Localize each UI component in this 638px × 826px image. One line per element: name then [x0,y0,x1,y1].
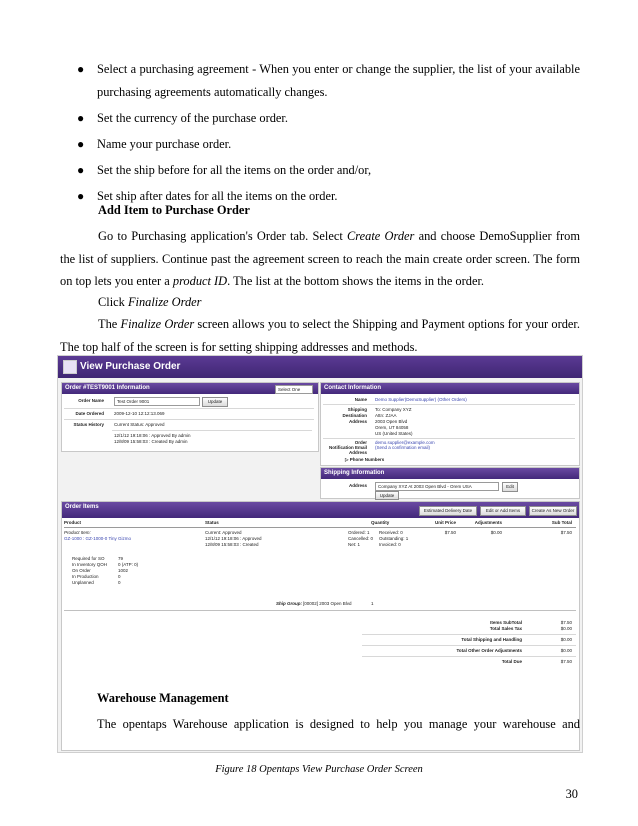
email-link[interactable]: demo.supplier@example.com [375,440,435,445]
notification-address-label: Address [348,450,367,455]
inventory-label: In Production [72,574,99,579]
divider [323,404,575,405]
header-divider [64,527,576,528]
item-status-entry: 12/1/12 19:18:06 : Approved [205,536,262,541]
inventory-value: 0 [118,574,121,579]
total-value: $0.00 [560,637,572,642]
finalize-paragraph: The Finalize Order screen allows you to select the Shipping and Payment options for your order. The top half of the screen is for setting shipping addresses and methods. [60,317,580,354]
item-status-current: Current: Approved [205,530,242,535]
bullet-list [60,58,580,208]
qty-outstanding: Outstanding: 1 [379,536,409,541]
date-ordered-label: Date Ordered [75,411,104,416]
shipping-label: Shipping [347,407,367,412]
date-ordered-value: 2009-12-10 12:12:13.069 [114,411,165,416]
divider [362,634,576,635]
contact-name-label: Name [354,397,367,402]
inventory-label: Unplanned [72,580,94,585]
ship-attn-value: Attn: ZJAA [375,413,397,418]
order-name-input[interactable]: Test Order 9001 [114,397,200,406]
contact-info-panel [320,382,580,466]
divider [362,656,576,657]
col-product: Product [64,520,82,525]
total-value: $0.00 [560,648,572,653]
current-status-value: Current Status: Approved [114,422,165,427]
inventory-label: In Inventory QOH [72,562,108,567]
inventory-value: 79 [118,556,124,561]
shipping-address-label: Address [348,483,367,488]
divider [64,419,314,420]
total-label: Items SubTotal [490,620,522,625]
qty-cancelled: Cancelled: 0 [348,536,374,541]
order-name-update-button[interactable]: Update [202,397,228,407]
click-finalize-line: Click Finalize Order [98,295,202,309]
status-history-entry: 12/8/09 15:58:03 : Created By admin [114,439,188,444]
inventory-value: 0 (ATP: 0) [118,562,139,567]
bullet-icon: ● [77,137,85,151]
bullet-icon: ● [77,163,85,177]
contact-info-header: Contact Information [321,383,579,394]
product-link[interactable]: GZ-1000 : GZ-1000-0 Tiny Gizmo [64,536,132,541]
bullet-icon: ● [77,111,85,125]
notification-email-label: Notification Email [328,445,367,450]
status-history-label: Status History [73,422,104,427]
bullet-icon: ● [77,62,85,76]
total-label: Total Due [501,659,522,664]
page-number: 30 [565,787,578,801]
ship-address-line: US (United States) [375,431,413,436]
ship-to-value: To: Company XYZ [375,407,412,412]
screen-title: View Purchase Order [80,361,181,372]
order-items-header: Order Items [62,502,579,518]
bullet-item: ● Select a purchasing agreement - When you enter or change the supplier, the list of your available purchasing agreements automatically changes. [60,58,580,104]
notification-order-label: Order [354,440,367,445]
figure-caption: Figure 18 Opentaps View Purchase Order Screen [215,764,423,775]
qty-ordered: Ordered: 1 [348,530,370,535]
add-item-paragraph: Go to Purchasing application's Order tab. Select Create Order and choose DemoSupplier from the list of suppliers. Continue past the agreement screen to reach the main create order screen. The form on top lets you enter a product ID. The list at the bottom shows the items in the order. [60,229,580,288]
destination-label: Destination [342,413,367,418]
adjustments-value: $0.00 [490,530,502,535]
subtotal-value: $7.50 [560,530,572,535]
estimated-delivery-button[interactable]: Estimated Delivery Date [419,506,477,516]
order-name-label: Order Name [78,398,104,403]
expand-arrow-icon: ▷ [345,457,350,462]
item-status-entry: 12/8/09 15:58:03 : Created [205,542,259,547]
bullet-item: ● Set the currency of the purchase order. [60,107,580,130]
total-value: $0.00 [560,626,572,631]
shipping-info-panel [320,467,580,499]
divider [362,645,576,646]
ship-address-line: 2003 Open Blvd [375,419,408,424]
shipping-edit-button[interactable]: Edit [502,482,518,492]
bullet-item: ● Set the ship before for all the items on the order and/or, [60,159,580,182]
ship-group-label: Ship Group: [276,601,302,606]
section-heading-warehouse: Warehouse Management [97,691,229,705]
total-label: Total Shipping and Handling [461,637,522,642]
shipping-address-select[interactable]: Company XYZ At 2003 Open Blvd - Orem USA [375,482,499,491]
send-confirmation-link[interactable]: (Send a confirmation email) [375,445,431,450]
qty-net: Net: 1 [348,542,361,547]
order-info-panel [61,382,319,452]
qty-invoiced: Invoiced: 0 [379,542,401,547]
address-label: Address [348,419,367,424]
ship-group-qty: 1 [371,601,374,606]
col-adjustments: Adjustments [474,520,502,525]
items-divider [64,610,576,611]
total-label: Total Sales Tax [489,626,522,631]
order-action-select[interactable]: Select One [275,385,313,394]
divider [64,408,314,409]
shipping-info-header: Shipping Information [321,468,579,479]
bullet-icon: ● [77,189,85,203]
status-history-entry: 12/1/12 19:18:06 : Approved By admin [114,433,191,438]
inventory-value: 1002 [118,568,129,573]
col-status: Status [205,520,219,525]
bullet-item: ● Set ship after dates for all the items on the order. [60,185,580,208]
inventory-label: Required for SO [72,556,105,561]
qty-received: Received: 0 [379,530,403,535]
window-icon [63,360,77,374]
bullet-item: ● Name your purchase order. [60,133,580,156]
supplier-name-link[interactable]: Demo Supplier(DemoSupplier) (Other Orders) [375,397,467,402]
col-unit-price: Unit Price [434,520,456,525]
phone-numbers-toggle[interactable]: ▷ Phone Numbers [345,457,385,462]
warehouse-paragraph: The opentaps Warehouse application is designed to help you manage your warehouse and [97,717,580,731]
col-quantity: Quantity [371,520,390,525]
create-new-order-button[interactable]: Create As New Order [529,506,577,516]
total-value: $7.50 [560,659,572,664]
section-heading-add-item: Add Item to Purchase Order [98,203,250,217]
shipping-update-button[interactable]: Update [375,491,399,500]
ship-group-value: [00002] 2003 Open Blvd [303,601,352,606]
unit-price-value: $7.50 [444,530,456,535]
total-value: $7.50 [560,620,572,625]
divider [112,430,312,431]
order-info-header: Order #TEST9001 Information [62,383,318,394]
total-label: Total Other Order Adjustments [456,648,522,653]
ship-address-line: Orem, UT 84058 [375,425,409,430]
inventory-label: On Order [72,568,91,573]
inventory-value: 0 [118,580,121,585]
product-item-label: Product Item: [64,530,91,535]
col-subtotal: Sub Total [551,520,572,525]
screen-title-bar [58,356,582,378]
divider [323,438,575,439]
edit-add-items-button[interactable]: Edit or Add Items [480,506,526,516]
